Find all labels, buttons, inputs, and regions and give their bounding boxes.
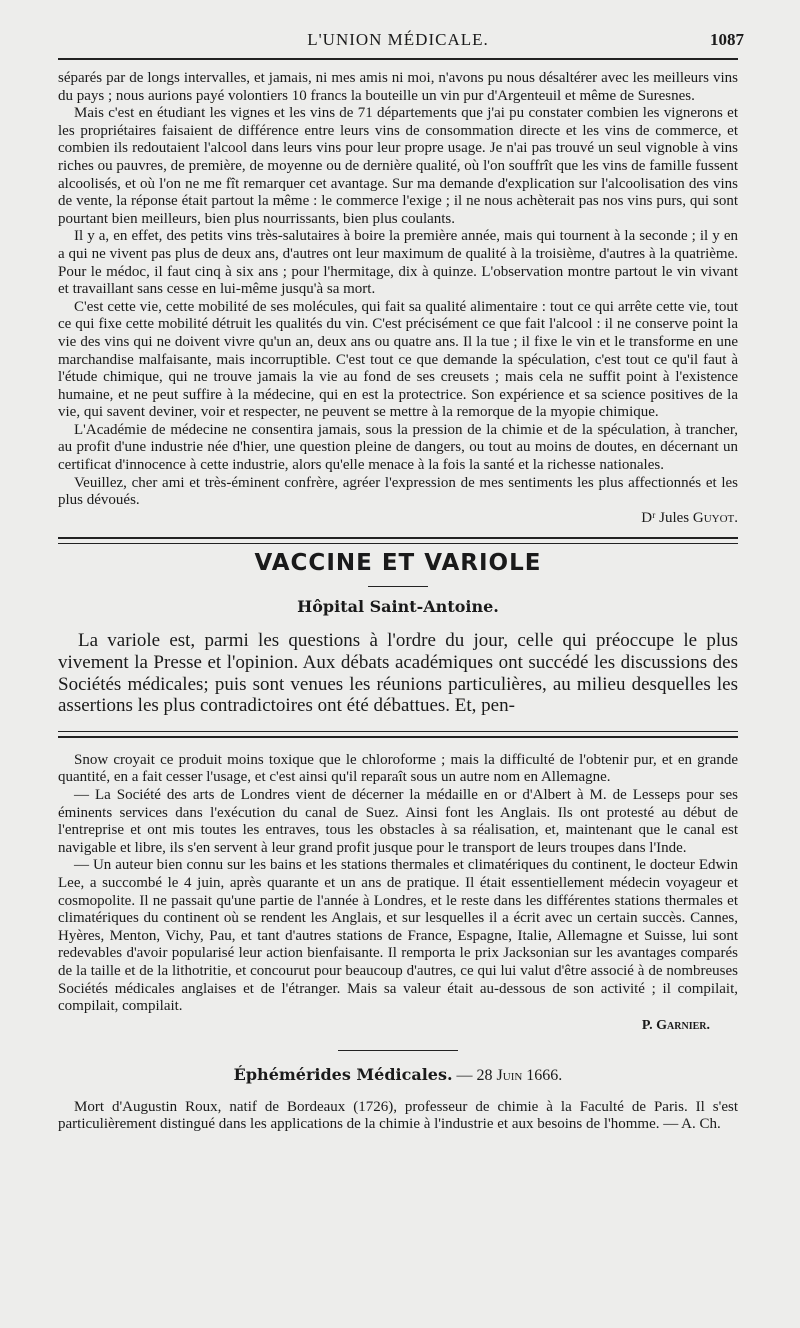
ephemerides-section xyxy=(58,1065,738,1134)
vaccine-section xyxy=(58,550,738,716)
news-paragraph: Snow croyait ce produit moins toxique que le chloroforme ; mais la difficulté de l'obtenir pur, et en grande quantité, en a fait cesser l'usage, et c'est ainsi qu'il reparaît sous un autre nom en Allemagne. xyxy=(58,751,738,786)
running-header xyxy=(58,0,744,58)
letter-paragraph: Il y a, en effet, des petits vins très-salutaires à boire la première année, mais qui tournent à la seconde ; il y en a qui ne vivent pas plus de deux ans, d'autres ont leur maximum de qualité à la troisième, d'autres à la quatrième. Pour le médoc, il faut cinq à six ans ; pour l'hermitage, dix à quinze. L'observation montre partout le vin vivant et travaillant sans cesse en lui-même jusqu'à sa mort. xyxy=(58,228,738,298)
header-rule xyxy=(58,58,738,60)
letter-signature-line xyxy=(58,510,738,528)
section-rule xyxy=(58,537,738,544)
letter-paragraph: Mais c'est en étudiant les vignes et les vins de 71 départements que j'ai pu constater combien les vignerons et les propriétaires faisaient de différence entre leurs vins de consommation directe et les vins de commerce, et combien ils redoutaient l'alcool dans leurs vins pour leur propre usage. Je n'ai pas trouvé un seul vignoble à vins riches ou pauvres, de première, de moyenne ou de dernière qualité, où l'on souffrît que les vins de famille fussent alcoolisés, et où l'on ne me fît remarquer cet avantage. Sur ma demande d'explication sur l'alcoolisation des vins de vente, la réponse était partout la même : le commerce l'exige ; il ne nous achèterait pas nos vins purs, qui sont pourtant bien meilleurs, bien plus nourrissants, bien plus coulants. xyxy=(58,105,738,227)
news-section xyxy=(58,752,738,1034)
vaccine-lead-paragraph: La variole est, parmi les questions à l'ordre du jour, celle qui préoccupe le plus vivement la Presse et l'opinion. Aux débats académiques ont succédé les discussions des Sociétés médicales; puis sont venues les réunions particulières, au milieu desquelles les assertions les plus contradictoires ont été débattues. Et, pen- xyxy=(58,630,738,717)
column-break-rule xyxy=(58,731,738,738)
news-paragraph: — Un auteur bien connu sur les bains et les stations thermales et climatériques du continent, le docteur Edwin Lee, a succombé le 4 juin, après quarante et un ans de pratique. Il était essentiellement médecin voyageur et cosmopolite. Il ne passait qu'une partie de l'année à Londres, et le reste dans les différentes stations thermales et climatériques du continent où se rendent les Anglais, et sur lesquelles il a écrit avec un certain succès. Cannes, Hyères, Menton, Vichy, Pau, et tant d'autres stations de France, Espagne, Italie, Allemagne et Suisse, lui sont redevables d'avoir popularisé leur action bienfaisante. Il remporta le prix Jacksonian sur les avantages comparés de la taille et de la lithotritie, et concourut pour beaucoup d'autres, ce qui lui valut d'être associé à de nombreuses Sociétés médicales anglaises et de l'étranger. Mais sa valeur était au-dessous de son activité ; il compilait, compilait, compilait. xyxy=(58,857,738,1015)
short-rule xyxy=(368,586,428,587)
letter-signature: Dʳ Jules Guyot. xyxy=(641,509,738,526)
letter-paragraph: C'est cette vie, cette mobilité de ses molécules, qui fait sa qualité alimentaire : tout ce qui arrête cette vie, tout ce qui fixe cette mobilité détruit les qualités du vin. C'est précisément ce que fait l'alcool : il ne conserve point la vie des vins qui ne doivent vivre qu'un an, deux ans ou quatre ans. Il la tue ; il fixe le vin et le transforme en une marchandise malfaisante, mais incorruptible. C'est tout ce que demande la spéculation, c'est tout ce qu'il faut à l'étude chimique, qui ne trouve jamais la vie au fond de ses creusets ; mais cela ne suffit point à l'existence humaine, et ne peut suffire à la médecine, qui en est la protectrice. Son expérience et sa science positives de la vie, qui savent deviner, voir et respecter, ne peuvent se mettre à la remorque de la myopie chimique. xyxy=(58,298,738,421)
center-rule xyxy=(338,1050,458,1051)
section-title: VACCINE ET VARIOLE xyxy=(254,550,542,577)
letter-paragraph: L'Académie de médecine ne consentira jamais, sous la pression de la chimie et de la spéculation, à trancher, au profit d'une industrie née d'hier, une question pleine de dangers, ou tout au moins de doutes, en décernant un certificat d'innocence à cette industrie, alors qu'elle menace à la fois la santé et la richesse nationales. xyxy=(58,421,738,474)
letter-paragraph: séparés par de longs intervalles, et jamais, ni mes amis ni moi, n'avons pu nous désaltérer avec les meilleurs vins du pays ; nous aurions payé volontiers 10 francs la bouteille un vin pur d'Argenteuil et même de Suresnes. xyxy=(58,70,738,104)
subsection-title: Hôpital Saint-Antoine. xyxy=(297,597,499,617)
letter-closing: Veuillez, cher ami et très-éminent confrère, agréer l'expression de mes sentiments les plus affectionnés et les plus dévoués. xyxy=(58,474,738,509)
ephemerides-title: Éphémérides Médicales. — 28 Juin 1666. xyxy=(233,1064,563,1084)
journal-title: L'UNION MÉDICALE. xyxy=(307,30,489,49)
news-author: P. Garnier. xyxy=(641,1017,710,1033)
ephemerides-text: Mort d'Augustin Roux, natif de Bordeaux (1726), professeur de chimie à la Faculté de Paris. Il s'est particulièrement distingué dans les applications de la chimie à l'industrie et aux besoins de l'homme. — A. Ch. xyxy=(58,1098,738,1133)
news-paragraph: — La Société des arts de Londres vient de décerner la médaille en or d'Albert à M. de Lesseps pour ses éminents services dans l'exécution du canal de Suez. Ainsi font les Anglais. Ils ont protesté au début de l'entreprise et ont mis toutes les entraves, tous les obstacles à sa réalisation, et, maintenant que le canal est navigable et libre, ils s'en servent à leur grand profit jusque pour le transport de leurs troupes dans l'Inde. xyxy=(58,787,738,856)
letter-section xyxy=(58,70,738,527)
page-number: 1087 xyxy=(710,30,744,49)
